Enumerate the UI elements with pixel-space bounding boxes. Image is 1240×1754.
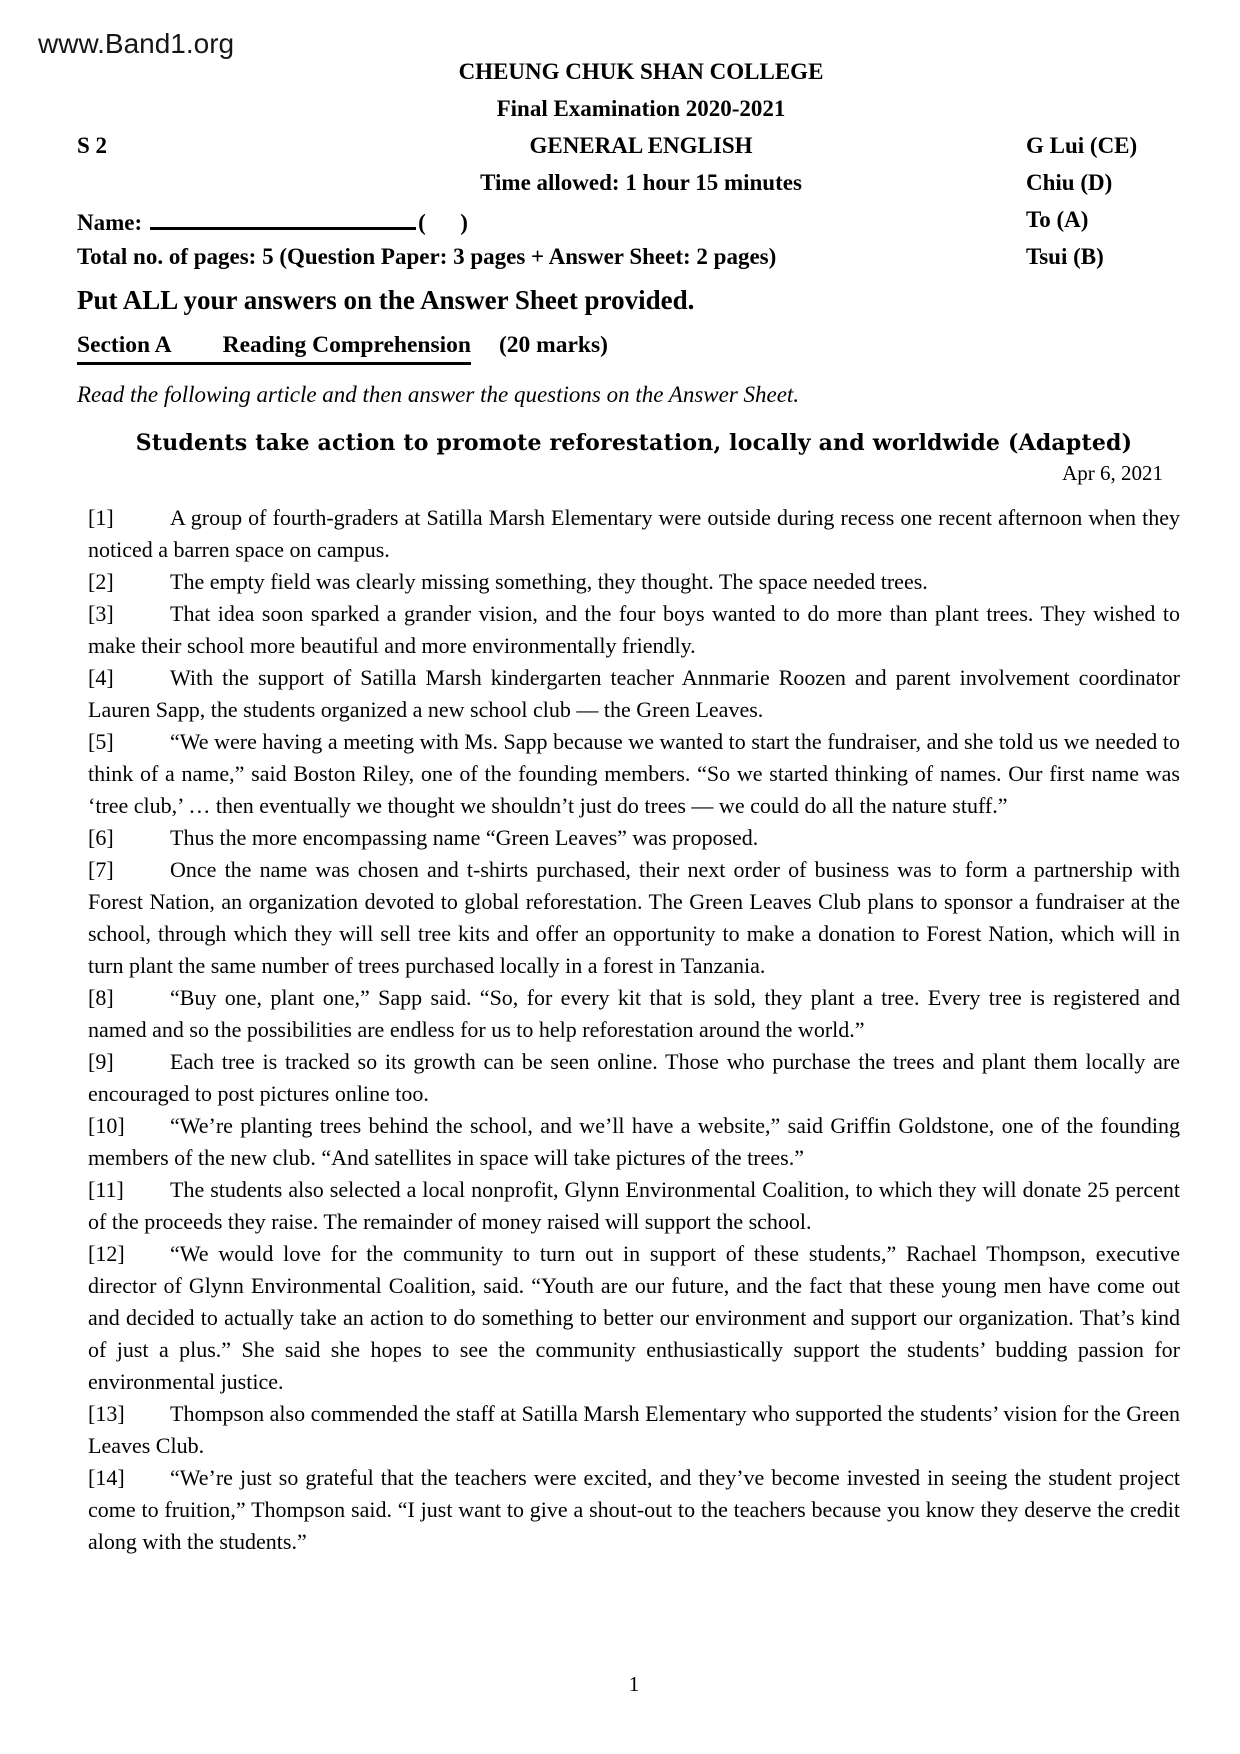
section-heading: [77, 332, 608, 365]
paragraph-text: Once the name was chosen and t-shirts purchased, their next order of business was to form a partnership with Forest Nation, an organization devoted to global reforestation. The Green Leaves Club plans to sponsor a fundraiser at the school, through which they will sell tree kits and offer an opportunity to make a donation to Forest Nation, which will in turn plant the same number of trees purchased locally in a forest in Tanzania.: [88, 857, 1180, 978]
section-label: Section A: [77, 332, 172, 358]
header-row-subject: [77, 131, 1165, 168]
paragraph-text: Each tree is tracked so its growth can be seen online. Those who purchase the trees and plant them locally are encouraged to post pictures online too.: [88, 1049, 1180, 1106]
article-body: [88, 502, 1180, 1558]
paragraph-text: The students also selected a local nonprofit, Glynn Environmental Coalition, to which they will donate 25 percent of the proceeds they raise. The remainder of money raised will support the school.: [88, 1177, 1180, 1234]
paragraph-text: Thus the more encompassing name “Green Leaves” was proposed.: [170, 825, 759, 850]
paragraph-number: [10]: [88, 1113, 125, 1138]
paragraph-number: [5]: [88, 729, 114, 754]
paragraph-number: [7]: [88, 857, 114, 882]
paragraph-text: Thompson also commended the staff at Satilla Marsh Elementary who supported the students’ vision for the Green Leaves Club.: [88, 1401, 1180, 1458]
teacher-name: Tsui (B): [1026, 244, 1104, 269]
paragraph: [88, 566, 1180, 598]
exam-title: Final Examination 2020-2021: [496, 96, 786, 121]
class-level: S 2: [77, 133, 108, 158]
paragraph: [88, 598, 1180, 662]
paragraph-number: [12]: [88, 1241, 125, 1266]
paragraph: [88, 1110, 1180, 1174]
answers-notice: Put ALL your answers on the Answer Sheet provided.: [77, 285, 695, 315]
paragraph-text: “We were having a meeting with Ms. Sapp because we wanted to start the fundraiser, and she told us we needed to think of a name,” said Boston Riley, one of the founding members. “So we started thinking of names. Our first name was ‘tree club,’ … then eventually we thought we shouldn’t just do trees — we could do all the nature stuff.”: [88, 729, 1180, 818]
paragraph: [88, 1238, 1180, 1398]
paragraph: [88, 1046, 1180, 1110]
paragraph: [88, 1398, 1180, 1462]
pages-info: Total no. of pages: 5 (Question Paper: 3 pages + Answer Sheet: 2 pages): [77, 244, 777, 269]
paragraph: [88, 1462, 1180, 1558]
paragraph-text: A group of fourth-graders at Satilla Marsh Elementary were outside during recess one recent afternoon when they noticed a barren space on campus.: [88, 505, 1180, 562]
paragraph-text: With the support of Satilla Marsh kindergarten teacher Annmarie Roozen and parent involvement coordinator Lauren Sapp, the students organized a new school club — the Green Leaves.: [88, 665, 1180, 722]
teacher-name: Chiu (D): [1026, 170, 1113, 195]
paragraph-number: [3]: [88, 601, 114, 626]
article-title: Students take action to promote reforestation, locally and worldwide (Adapted): [135, 430, 1133, 456]
header-row-name: [77, 205, 1165, 242]
watermark-text: www.Band1.org: [38, 28, 235, 59]
paragraph-text: “Buy one, plant one,” Sapp said. “So, for every kit that is sold, they plant a tree. Every tree is registered and named and so the possibilities are endless for us to help reforestation around the world.”: [88, 985, 1180, 1042]
paragraph: [88, 1174, 1180, 1238]
paragraph-number: [9]: [88, 1049, 114, 1074]
paragraph-text: “We’re just so grateful that the teachers were excited, and they’ve become invested in seeing the student project come to fruition,” Thompson said. “I just want to give a shout-out to the teachers because you know they deserve the credit along with the students.”: [88, 1465, 1180, 1554]
subject-name: GENERAL ENGLISH: [529, 133, 753, 158]
paragraph-number: [2]: [88, 569, 114, 594]
paragraph: [88, 854, 1180, 982]
reading-instruction: Read the following article and then answer the questions on the Answer Sheet.: [77, 382, 800, 407]
header-row-school: [77, 57, 1165, 94]
paragraph: [88, 726, 1180, 822]
paragraph-text: That idea soon sparked a grander vision, and the four boys wanted to do more than plant trees. They wished to make their school more beautiful and more environmentally friendly.: [88, 601, 1180, 658]
paragraph-number: [14]: [88, 1465, 125, 1490]
paragraph-text: “We’re planting trees behind the school, and we’ll have a website,” said Griffin Goldstone, one of the founding members of the new club. “And satellites in space will take pictures of the trees.”: [88, 1113, 1180, 1170]
paragraph-number: [8]: [88, 985, 114, 1010]
exam-header: [77, 57, 1165, 279]
class-number-brackets: ( ): [418, 210, 468, 235]
time-allowed: Time allowed: 1 hour 15 minutes: [480, 170, 802, 195]
paragraph: [88, 662, 1180, 726]
paragraph-number: [13]: [88, 1401, 125, 1426]
paragraph-text: “We would love for the community to turn out in support of these students,” Rachael Thompson, executive director of Glynn Environmental Coalition, said. “Youth are our future, and the fact that these young men have come out and decided to actually take an action to do something to better our environment and support our organization. That’s kind of just a plus.” She said she hopes to see the community enthusiastically support the students’ budding passion for environmental justice.: [88, 1241, 1180, 1394]
paragraph: [88, 822, 1180, 854]
paragraph-number: [4]: [88, 665, 114, 690]
teacher-name: To (A): [1026, 207, 1089, 232]
paragraph-text: The empty field was clearly missing something, they thought. The space needed trees.: [170, 569, 928, 594]
teacher-name: G Lui (CE): [1026, 133, 1138, 158]
paragraph: [88, 982, 1180, 1046]
header-row-exam: [77, 94, 1165, 131]
name-label: Name:: [77, 210, 143, 235]
header-row-time: [77, 168, 1165, 205]
paragraph: [88, 502, 1180, 566]
article-date: Apr 6, 2021: [1062, 461, 1163, 485]
paragraph-number: [1]: [88, 505, 114, 530]
name-blank-field[interactable]: [150, 205, 416, 230]
section-title: Reading Comprehension: [222, 332, 471, 358]
section-heading-underlined: [77, 332, 471, 365]
header-row-pages: [77, 242, 1165, 279]
school-name: CHEUNG CHUK SHAN COLLEGE: [458, 59, 824, 84]
paragraph-number: [11]: [88, 1177, 124, 1202]
paragraph-number: [6]: [88, 825, 114, 850]
section-marks: (20 marks): [498, 332, 608, 358]
page-number: 1: [628, 1672, 640, 1696]
